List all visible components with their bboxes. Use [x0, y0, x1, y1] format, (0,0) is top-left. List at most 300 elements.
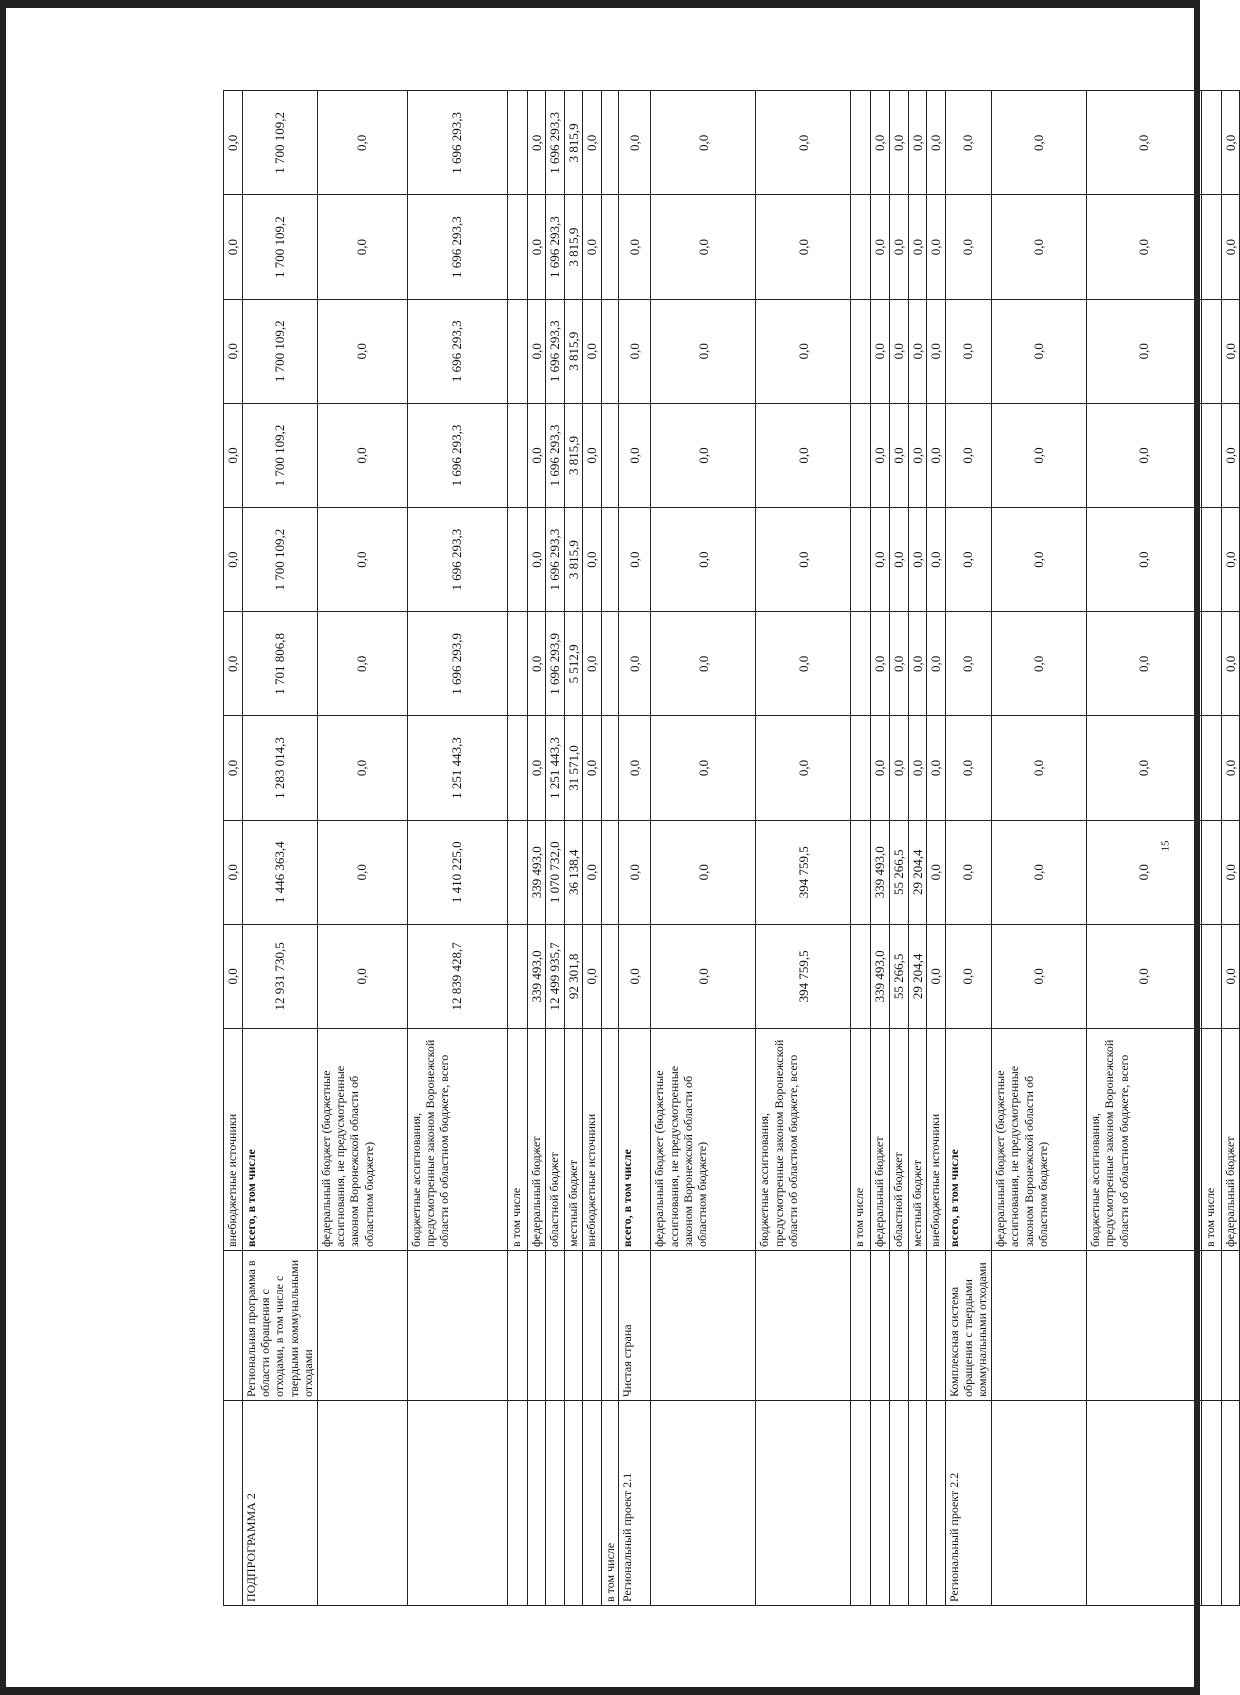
program-cell	[407, 1401, 507, 1606]
value-cell: 0,0	[619, 403, 651, 507]
value-cell: 1 696 293,3	[546, 195, 565, 299]
table-row	[945, 91, 991, 1606]
program-cell	[224, 1401, 243, 1606]
rotated-table-container	[223, 91, 1238, 1606]
value-cell	[507, 91, 527, 195]
value-cell: 0,0	[1086, 299, 1201, 403]
value-cell: 0,0	[317, 195, 407, 299]
value-cell: 0,0	[1086, 716, 1201, 820]
value-cell: 0,0	[1221, 820, 1240, 924]
value-cell: 1 696 293,3	[407, 403, 507, 507]
value-cell: 0,0	[945, 716, 991, 820]
value-cell: 0,0	[224, 195, 243, 299]
program-cell	[651, 1401, 756, 1606]
value-cell: 1 701 806,8	[242, 612, 317, 716]
value-cell: 0,0	[908, 612, 927, 716]
program-cell	[583, 1401, 602, 1606]
value-cell: 0,0	[651, 91, 756, 195]
value-cell: 1 696 293,3	[546, 91, 565, 195]
value-cell: 0,0	[583, 299, 602, 403]
value-cell: 55 266,5	[889, 820, 908, 924]
value-cell	[507, 612, 527, 716]
value-cell: 0,0	[908, 403, 927, 507]
value-cell: 0,0	[889, 403, 908, 507]
value-cell: 0,0	[1086, 403, 1201, 507]
value-cell: 0,0	[583, 612, 602, 716]
value-cell: 3 815,9	[564, 403, 583, 507]
value-cell: 0,0	[651, 820, 756, 924]
name-cell	[564, 1251, 583, 1401]
page-number: 15	[1159, 840, 1172, 852]
value-cell	[1201, 403, 1221, 507]
value-cell	[601, 612, 618, 716]
value-cell: 0,0	[317, 716, 407, 820]
table-row	[851, 91, 871, 1606]
program-cell: ПОДПРОГРАММА 2	[242, 1401, 317, 1606]
value-cell: 0,0	[1086, 612, 1201, 716]
value-cell: 0,0	[1086, 924, 1201, 1028]
table-row	[564, 91, 583, 1606]
value-cell: 0,0	[1221, 299, 1240, 403]
value-cell: 0,0	[224, 403, 243, 507]
value-cell: 0,0	[619, 820, 651, 924]
value-cell	[851, 299, 871, 403]
value-cell: 0,0	[756, 403, 851, 507]
value-cell: 0,0	[224, 924, 243, 1028]
table-row	[546, 91, 565, 1606]
source-cell: федеральный бюджет	[1221, 1029, 1240, 1251]
value-cell: 0,0	[224, 91, 243, 195]
name-cell	[651, 1251, 756, 1401]
value-cell: 36 138,4	[564, 820, 583, 924]
source-cell: бюджетные ассигнования, предусмотренные законом Воронежской области об областном бюджете, всего	[407, 1029, 507, 1251]
value-cell: 0,0	[651, 195, 756, 299]
value-cell: 0,0	[619, 612, 651, 716]
value-cell	[601, 299, 618, 403]
value-cell: 3 815,9	[564, 508, 583, 612]
source-cell: внебюджетные источники	[224, 1029, 243, 1251]
value-cell: 0,0	[991, 820, 1086, 924]
name-cell	[991, 1251, 1086, 1401]
value-cell: 0,0	[224, 820, 243, 924]
value-cell: 0,0	[991, 91, 1086, 195]
name-cell	[1221, 1251, 1240, 1401]
value-cell: 1 696 293,3	[546, 508, 565, 612]
table-row	[507, 91, 527, 1606]
source-cell: в том числе	[1201, 1029, 1221, 1251]
value-cell: 3 815,9	[564, 91, 583, 195]
value-cell: 0,0	[527, 716, 546, 820]
program-cell	[507, 1401, 527, 1606]
value-cell	[507, 195, 527, 299]
name-cell	[756, 1251, 851, 1401]
value-cell: 394 759,5	[756, 820, 851, 924]
program-cell: Региональный проект 2.1	[619, 1401, 651, 1606]
value-cell: 0,0	[908, 195, 927, 299]
value-cell: 12 499 935,7	[546, 924, 565, 1028]
source-cell: областной бюджет	[889, 1029, 908, 1251]
table-row	[601, 91, 618, 1606]
value-cell: 339 493,0	[871, 820, 890, 924]
value-cell: 0,0	[871, 403, 890, 507]
value-cell: 0,0	[583, 924, 602, 1028]
value-cell: 0,0	[927, 716, 946, 820]
value-cell: 0,0	[317, 924, 407, 1028]
value-cell: 0,0	[317, 403, 407, 507]
name-cell	[1086, 1251, 1201, 1401]
table-row	[583, 91, 602, 1606]
value-cell: 0,0	[527, 195, 546, 299]
value-cell: 0,0	[756, 91, 851, 195]
value-cell: 0,0	[583, 716, 602, 820]
value-cell: 1 696 293,3	[407, 508, 507, 612]
value-cell	[1201, 91, 1221, 195]
value-cell: 3 815,9	[564, 299, 583, 403]
value-cell: 0,0	[583, 508, 602, 612]
value-cell: 31 571,0	[564, 716, 583, 820]
table-row	[242, 91, 317, 1606]
table-row	[224, 91, 243, 1606]
value-cell: 1 700 109,2	[242, 403, 317, 507]
program-cell	[889, 1401, 908, 1606]
value-cell: 0,0	[927, 508, 946, 612]
source-cell: бюджетные ассигнования, предусмотренные законом Воронежской области об областном бюджете, всего	[756, 1029, 851, 1251]
value-cell: 0,0	[1086, 91, 1201, 195]
value-cell: 0,0	[945, 91, 991, 195]
value-cell	[1201, 195, 1221, 299]
name-cell: Чистая страна	[619, 1251, 651, 1401]
name-cell	[871, 1251, 890, 1401]
value-cell: 0,0	[527, 403, 546, 507]
source-cell: федеральный бюджет (бюджетные ассигнования, не предусмотренные законом Воронежской области об областном бюджете)	[991, 1029, 1086, 1251]
source-cell: местный бюджет	[908, 1029, 927, 1251]
name-cell	[546, 1251, 565, 1401]
source-cell: всего, в том числе	[945, 1029, 991, 1251]
name-cell	[527, 1251, 546, 1401]
value-cell: 0,0	[1221, 612, 1240, 716]
value-cell: 1 696 293,3	[546, 403, 565, 507]
value-cell: 0,0	[1221, 716, 1240, 820]
name-cell	[317, 1251, 407, 1401]
value-cell	[1201, 508, 1221, 612]
value-cell: 0,0	[619, 299, 651, 403]
value-cell	[601, 91, 618, 195]
value-cell: 0,0	[945, 612, 991, 716]
source-cell: в том числе	[507, 1029, 527, 1251]
value-cell: 0,0	[945, 403, 991, 507]
value-cell: 0,0	[1221, 924, 1240, 1028]
value-cell: 0,0	[651, 716, 756, 820]
value-cell	[601, 716, 618, 820]
value-cell: 0,0	[908, 299, 927, 403]
name-cell	[224, 1251, 243, 1401]
value-cell: 12 839 428,7	[407, 924, 507, 1028]
value-cell: 0,0	[317, 508, 407, 612]
value-cell: 55 266,5	[889, 924, 908, 1028]
value-cell: 0,0	[619, 508, 651, 612]
value-cell: 0,0	[871, 508, 890, 612]
value-cell: 0,0	[583, 91, 602, 195]
value-cell: 0,0	[583, 403, 602, 507]
program-cell	[991, 1401, 1086, 1606]
value-cell: 0,0	[889, 716, 908, 820]
value-cell: 0,0	[317, 91, 407, 195]
value-cell: 0,0	[945, 924, 991, 1028]
value-cell: 0,0	[927, 299, 946, 403]
program-cell	[871, 1401, 890, 1606]
value-cell: 0,0	[991, 299, 1086, 403]
value-cell: 29 204,4	[908, 820, 927, 924]
value-cell: 0,0	[927, 612, 946, 716]
value-cell: 1 283 014,3	[242, 716, 317, 820]
value-cell: 0,0	[317, 299, 407, 403]
value-cell: 0,0	[317, 820, 407, 924]
value-cell	[507, 508, 527, 612]
value-cell: 0,0	[945, 508, 991, 612]
program-cell	[527, 1401, 546, 1606]
program-cell: в том числе	[601, 1401, 618, 1606]
source-cell: всего, в том числе	[619, 1029, 651, 1251]
value-cell: 0,0	[583, 195, 602, 299]
value-cell: 0,0	[927, 91, 946, 195]
value-cell: 0,0	[224, 508, 243, 612]
value-cell: 339 493,0	[527, 924, 546, 1028]
source-cell: внебюджетные источники	[583, 1029, 602, 1251]
value-cell: 339 493,0	[527, 820, 546, 924]
value-cell: 0,0	[945, 195, 991, 299]
value-cell: 394 759,5	[756, 924, 851, 1028]
value-cell: 339 493,0	[871, 924, 890, 1028]
value-cell: 0,0	[1221, 403, 1240, 507]
value-cell: 0,0	[991, 716, 1086, 820]
value-cell: 1 696 293,3	[407, 91, 507, 195]
name-cell	[889, 1251, 908, 1401]
table-row	[317, 91, 407, 1606]
value-cell: 0,0	[756, 299, 851, 403]
table-row	[1201, 91, 1221, 1606]
table-row	[871, 91, 890, 1606]
value-cell: 0,0	[651, 508, 756, 612]
source-cell: федеральный бюджет	[871, 1029, 890, 1251]
program-cell	[1221, 1401, 1240, 1606]
value-cell	[1201, 299, 1221, 403]
value-cell: 0,0	[927, 195, 946, 299]
program-cell	[564, 1401, 583, 1606]
program-cell	[908, 1401, 927, 1606]
table-row	[407, 91, 507, 1606]
value-cell: 1 700 109,2	[242, 195, 317, 299]
value-cell	[601, 195, 618, 299]
table-row	[756, 91, 851, 1606]
program-cell: Региональный проект 2.2	[945, 1401, 991, 1606]
table-row	[1221, 91, 1240, 1606]
value-cell: 0,0	[1221, 508, 1240, 612]
value-cell	[507, 299, 527, 403]
name-cell	[583, 1251, 602, 1401]
program-cell	[546, 1401, 565, 1606]
value-cell: 1 696 293,9	[546, 612, 565, 716]
value-cell	[507, 403, 527, 507]
value-cell: 0,0	[756, 508, 851, 612]
value-cell	[507, 716, 527, 820]
value-cell	[851, 820, 871, 924]
value-cell: 0,0	[945, 299, 991, 403]
value-cell: 0,0	[1086, 195, 1201, 299]
value-cell	[851, 91, 871, 195]
value-cell: 1 070 732,0	[546, 820, 565, 924]
value-cell: 0,0	[756, 612, 851, 716]
value-cell: 5 512,9	[564, 612, 583, 716]
value-cell: 0,0	[908, 508, 927, 612]
table-row	[991, 91, 1086, 1606]
value-cell	[851, 924, 871, 1028]
value-cell: 1 446 363,4	[242, 820, 317, 924]
table-row	[1086, 91, 1201, 1606]
value-cell: 0,0	[583, 820, 602, 924]
name-cell: Комплексная система обращения с твердыми коммунальными отходами	[945, 1251, 991, 1401]
value-cell: 1 700 109,2	[242, 91, 317, 195]
source-cell: внебюджетные источники	[927, 1029, 946, 1251]
value-cell: 0,0	[871, 716, 890, 820]
value-cell: 0,0	[619, 195, 651, 299]
value-cell: 0,0	[619, 91, 651, 195]
value-cell: 1 696 293,3	[546, 299, 565, 403]
name-cell	[851, 1251, 871, 1401]
value-cell: 0,0	[991, 924, 1086, 1028]
value-cell: 0,0	[527, 91, 546, 195]
budget-table	[223, 90, 1240, 1606]
value-cell: 0,0	[991, 612, 1086, 716]
value-cell: 0,0	[871, 195, 890, 299]
value-cell: 0,0	[871, 612, 890, 716]
value-cell: 0,0	[889, 299, 908, 403]
value-cell: 0,0	[224, 716, 243, 820]
value-cell: 0,0	[527, 508, 546, 612]
table-row	[889, 91, 908, 1606]
source-cell	[601, 1029, 618, 1251]
name-cell	[927, 1251, 946, 1401]
program-cell	[756, 1401, 851, 1606]
value-cell: 1 700 109,2	[242, 508, 317, 612]
value-cell: 0,0	[908, 91, 927, 195]
value-cell: 0,0	[927, 403, 946, 507]
value-cell: 1 251 443,3	[546, 716, 565, 820]
value-cell: 0,0	[927, 820, 946, 924]
value-cell	[851, 716, 871, 820]
name-cell: Региональная программа в области обращения с отходами, в том числе с твердыми коммунальными отходами	[242, 1251, 317, 1401]
source-cell: федеральный бюджет	[527, 1029, 546, 1251]
value-cell: 0,0	[889, 91, 908, 195]
value-cell	[601, 820, 618, 924]
value-cell: 0,0	[945, 820, 991, 924]
source-cell: бюджетные ассигнования, предусмотренные законом Воронежской области об областном бюджете, всего	[1086, 1029, 1201, 1251]
name-cell	[507, 1251, 527, 1401]
value-cell: 0,0	[756, 716, 851, 820]
name-cell	[908, 1251, 927, 1401]
value-cell: 0,0	[651, 299, 756, 403]
value-cell: 1 696 293,3	[407, 299, 507, 403]
program-cell	[927, 1401, 946, 1606]
value-cell: 0,0	[651, 924, 756, 1028]
value-cell: 0,0	[871, 299, 890, 403]
name-cell	[1201, 1251, 1221, 1401]
value-cell: 0,0	[889, 508, 908, 612]
value-cell: 0,0	[651, 403, 756, 507]
source-cell: областной бюджет	[546, 1029, 565, 1251]
value-cell: 0,0	[619, 924, 651, 1028]
value-cell	[1201, 820, 1221, 924]
value-cell: 0,0	[991, 195, 1086, 299]
value-cell: 3 815,9	[564, 195, 583, 299]
value-cell	[601, 403, 618, 507]
source-cell: в том числе	[851, 1029, 871, 1251]
value-cell: 0,0	[756, 195, 851, 299]
budget-table-body	[224, 91, 1240, 1606]
value-cell	[1201, 924, 1221, 1028]
value-cell	[601, 508, 618, 612]
value-cell: 0,0	[527, 299, 546, 403]
value-cell: 0,0	[871, 91, 890, 195]
program-cell	[1201, 1401, 1221, 1606]
source-cell: местный бюджет	[564, 1029, 583, 1251]
value-cell: 1 410 225,0	[407, 820, 507, 924]
source-cell: федеральный бюджет (бюджетные ассигнования, не предусмотренные законом Воронежской области об областном бюджете)	[651, 1029, 756, 1251]
table-row	[927, 91, 946, 1606]
value-cell: 0,0	[1221, 91, 1240, 195]
value-cell	[851, 403, 871, 507]
table-row	[619, 91, 651, 1606]
value-cell	[1201, 612, 1221, 716]
value-cell: 0,0	[527, 612, 546, 716]
value-cell: 29 204,4	[908, 924, 927, 1028]
value-cell	[851, 508, 871, 612]
value-cell: 1 696 293,9	[407, 612, 507, 716]
table-row	[651, 91, 756, 1606]
value-cell: 0,0	[224, 612, 243, 716]
program-cell	[317, 1401, 407, 1606]
value-cell: 0,0	[1221, 195, 1240, 299]
value-cell	[601, 924, 618, 1028]
value-cell	[507, 820, 527, 924]
value-cell: 0,0	[889, 612, 908, 716]
value-cell	[507, 924, 527, 1028]
program-cell	[851, 1401, 871, 1606]
source-cell: всего, в том числе	[242, 1029, 317, 1251]
value-cell: 12 931 730,5	[242, 924, 317, 1028]
value-cell: 0,0	[991, 508, 1086, 612]
value-cell: 0,0	[927, 924, 946, 1028]
value-cell: 1 700 109,2	[242, 299, 317, 403]
value-cell: 0,0	[1086, 508, 1201, 612]
value-cell: 1 696 293,3	[407, 195, 507, 299]
value-cell: 0,0	[317, 612, 407, 716]
value-cell	[851, 195, 871, 299]
name-cell	[601, 1251, 618, 1401]
value-cell: 1 251 443,3	[407, 716, 507, 820]
table-row	[527, 91, 546, 1606]
table-row	[908, 91, 927, 1606]
value-cell: 0,0	[991, 403, 1086, 507]
value-cell: 0,0	[908, 716, 927, 820]
program-cell	[1086, 1401, 1201, 1606]
value-cell: 0,0	[889, 195, 908, 299]
value-cell	[1201, 716, 1221, 820]
value-cell: 92 301,8	[564, 924, 583, 1028]
value-cell: 0,0	[651, 612, 756, 716]
value-cell: 0,0	[1086, 820, 1201, 924]
value-cell: 0,0	[224, 299, 243, 403]
name-cell	[407, 1251, 507, 1401]
